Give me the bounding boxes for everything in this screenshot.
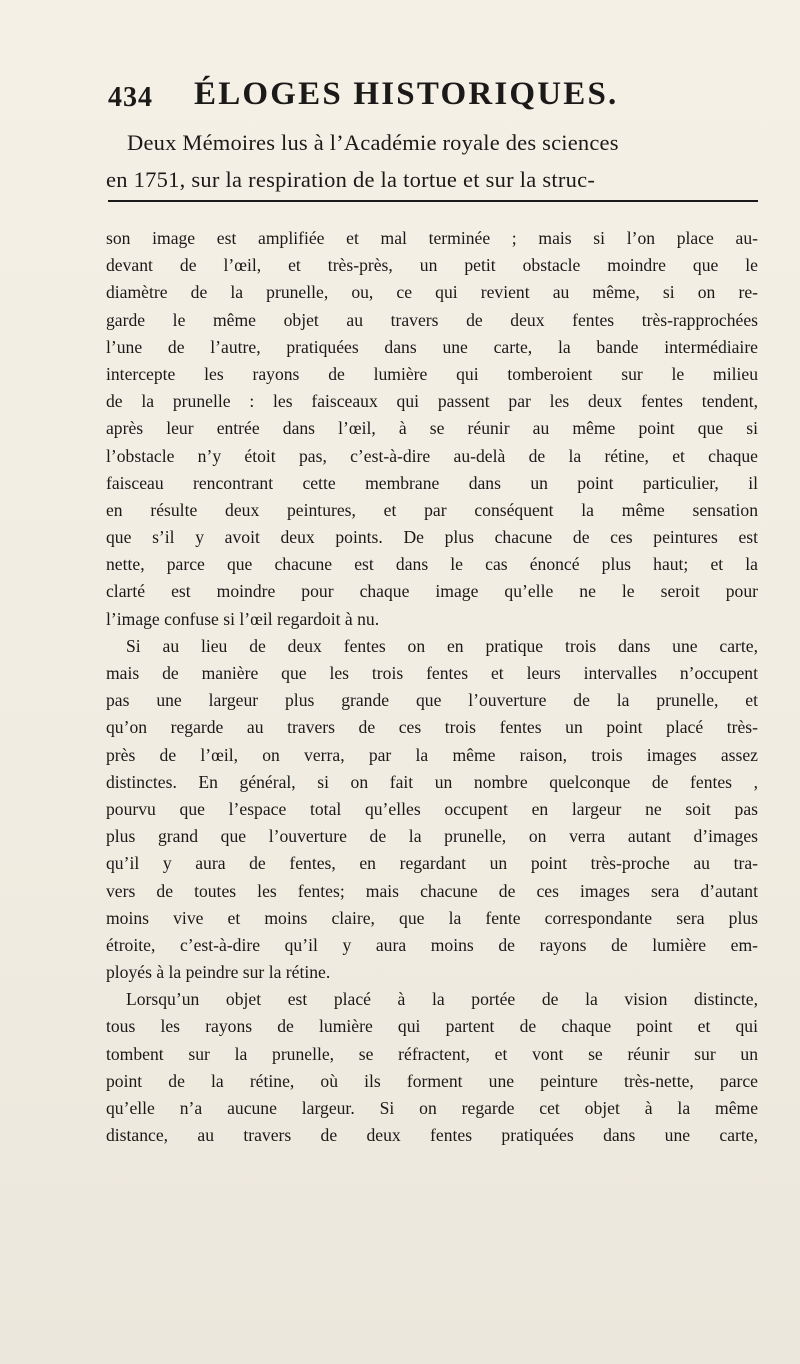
text-line: Lorsqu’un objet est placé à la portée de la vision distincte, [126, 989, 758, 1010]
section-rule [108, 200, 758, 202]
text-line: faisceau rencontrant cette membrane dans un point particulier, il [106, 472, 758, 493]
text-line: pourvu que l’espace total qu’elles occupent en largeur ne soit pas [106, 798, 758, 819]
text-line: l’une de l’autre, pratiquées dans une carte, la bande intermédiaire [106, 336, 758, 357]
text-line: clarté est moindre pour chaque image qu’elle ne le seroit pour [106, 581, 758, 602]
text-line: intercepte les rayons de lumière qui tomberoient sur le milieu [106, 363, 758, 384]
text-line: Si au lieu de deux fentes on en pratique trois dans une carte, [126, 635, 758, 656]
text-line: diamètre de la prunelle, ou, ce qui revient au même, si on re- [106, 282, 758, 303]
text-line: qu’on regarde au travers de ces trois fentes un point placé très- [106, 717, 758, 738]
text-line: devant de l’œil, et très-près, un petit obstacle moindre que le [106, 255, 758, 276]
body-text [106, 225, 758, 1149]
running-title: ÉLOGES HISTORIQUES. [194, 76, 619, 112]
entry-heading-line: Deux Mémoires lus à l’Académie royale des sciences [127, 130, 619, 155]
text-line: de la prunelle : les faisceaux qui passent par les deux fentes tendent, [106, 391, 758, 412]
text-line: moins vive et moins claire, que la fente correspondante sera plus [106, 907, 758, 928]
text-line: après leur entrée dans l’œil, à se réunir au même point que si [106, 418, 758, 439]
entry-heading-line: en 1751, sur la respiration de la tortue et sur la struc- [106, 167, 596, 192]
page-number: 434 [108, 82, 153, 113]
text-line: point de la rétine, où ils forment une peinture très-nette, parce [106, 1070, 758, 1091]
text-line: vers de toutes les fentes; mais chacune de ces images sera d’autant [106, 880, 758, 901]
text-line: qu’il y aura de fentes, en regardant un point très-proche au tra- [106, 853, 758, 874]
text-line: mais de manière que les trois fentes et leurs intervalles n’occupent [106, 663, 758, 683]
text-line: plus grand que l’ouverture de la prunelle, on verra autant d’images [106, 826, 758, 847]
text-line: qu’elle n’a aucune largeur. Si on regarde cet objet à la même [106, 1098, 758, 1118]
text-line: en résulte deux peintures, et par conséquent la même sensation [106, 499, 758, 520]
text-line: près de l’œil, on verra, par la même raison, trois images assez [106, 744, 758, 765]
text-line: pas une largeur plus grande que l’ouverture de la prunelle, et [106, 690, 758, 711]
running-head [108, 74, 758, 122]
text-line: tous les rayons de lumière qui partent de chaque point et qui [106, 1016, 758, 1037]
text-line: nette, parce que chacune est dans le cas énoncé plus haut; et la [106, 554, 758, 575]
text-line: garde le même objet au travers de deux fentes très-rapprochées [106, 309, 758, 330]
text-line: son image est amplifiée et mal terminée ; mais si l’on place au- [106, 228, 758, 248]
text-line: l’obstacle n’y étoit pas, c’est-à-dire au-delà de la rétine, et chaque [106, 445, 758, 466]
text-line: ployés à la peindre sur la rétine. [106, 962, 331, 983]
text-line: distance, au travers de deux fentes pratiquées dans une carte, [106, 1125, 758, 1146]
text-line: l’image confuse si l’œil regardoit à nu. [106, 608, 380, 629]
text-line: distinctes. En général, si on fait un nombre quelconque de fentes , [106, 771, 758, 792]
text-line: tombent sur la prunelle, se réfractent, et vont se réunir sur un [106, 1043, 758, 1064]
text-line: que s’il y avoit deux points. De plus chacune de ces peintures est [106, 527, 758, 548]
entry-heading [106, 124, 756, 198]
text-line: étroite, c’est-à-dire qu’il y aura moins de rayons de lumière em- [106, 934, 758, 955]
